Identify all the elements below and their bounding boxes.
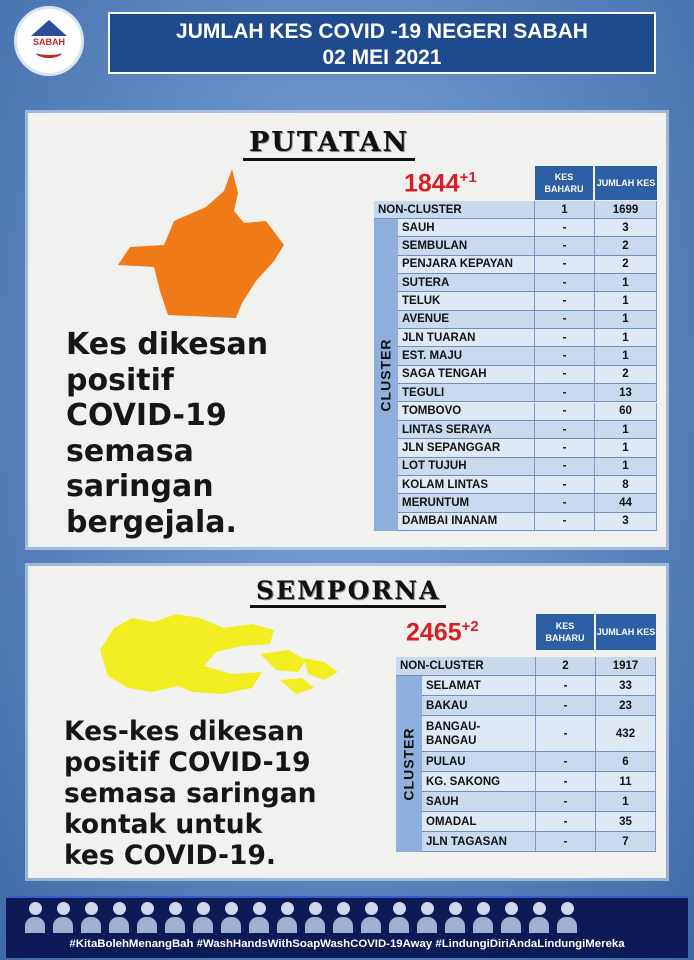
jumlah-value: 2 (595, 256, 657, 273)
cluster-name: AVENUE (398, 311, 535, 328)
cluster-name: MERUNTUM (398, 494, 535, 511)
table-row (398, 513, 657, 531)
description-line: saringan (66, 469, 214, 504)
person-icon (556, 902, 578, 934)
cluster-name: DAMBAI INANAM (398, 513, 535, 530)
table-row (398, 494, 657, 512)
description-line: bergejala. (66, 504, 237, 540)
cluster-name: TOMBOVO (398, 403, 535, 420)
description-line: kes COVID-19. (64, 840, 276, 871)
person-icon (192, 902, 214, 934)
semporna-map (92, 610, 342, 700)
kes-baharu-value: 1 (535, 201, 595, 218)
cluster-name: SUTERA (398, 274, 535, 291)
title-line-1: JUMLAH KES COVID -19 NEGERI SABAH (176, 20, 588, 43)
new-cases: +2 (461, 618, 479, 635)
jumlah-value: 3 (595, 219, 657, 236)
district-title: PUTATAN (243, 127, 415, 161)
jumlah-value: 2 (595, 366, 657, 383)
kes-baharu-value: - (535, 384, 595, 401)
jumlah-value: 6 (596, 752, 656, 771)
person-icon (220, 902, 242, 934)
kes-baharu-value: - (536, 696, 596, 715)
kes-baharu-value: - (535, 237, 595, 254)
cluster-name: KOLAM LINTAS (398, 476, 535, 493)
semporna-panel (28, 566, 666, 878)
jumlah-value: 1699 (595, 201, 657, 218)
kes-baharu-value: - (535, 421, 595, 438)
jumlah-value: 33 (596, 676, 656, 695)
table-row (398, 439, 657, 457)
kes-baharu-value: - (535, 439, 595, 456)
jumlah-value: 432 (596, 716, 656, 751)
cluster-label (396, 676, 422, 852)
jumlah-value: 1 (595, 458, 657, 475)
kes-baharu-value: - (535, 347, 595, 364)
jumlah-value: 8 (595, 476, 657, 493)
cluster-name: JLN SEPANGGAR (398, 439, 535, 456)
people-illustration (24, 902, 578, 934)
swoosh-icon (36, 47, 62, 58)
jumlah-value: 13 (595, 384, 657, 401)
kes-baharu-value: - (535, 311, 595, 328)
jumlah-value: 1 (595, 292, 657, 309)
person-icon (332, 902, 354, 934)
table-row (398, 329, 657, 347)
cluster-name: BAKAU (422, 696, 536, 715)
district-title: SEMPORNA (250, 576, 446, 608)
jumlah-value: 11 (596, 772, 656, 791)
cluster-label-text: CLUSTER (378, 338, 394, 412)
description-line: semasa (66, 433, 194, 469)
total-value: 2465 (406, 618, 462, 647)
kes-baharu-value: - (536, 792, 596, 811)
logo-text: SABAH (32, 37, 65, 47)
header-jumlah-kes: JUMLAH KES (596, 614, 656, 650)
table-row (422, 752, 656, 772)
jumlah-value: 7 (596, 832, 656, 851)
cluster-label-text: CLUSTER (401, 727, 417, 801)
table-row (398, 256, 657, 274)
footer-banner (6, 896, 688, 958)
table-row (398, 384, 657, 402)
title-line-2: 02 MEI 2021 (322, 46, 442, 69)
description-line: kontak untuk (64, 809, 263, 840)
cluster-name: SELAMAT (422, 676, 536, 695)
cluster-name: NON-CLUSTER (396, 657, 536, 675)
cluster-name: SAUH (398, 219, 535, 236)
person-icon (276, 902, 298, 934)
kes-baharu-value: - (535, 329, 595, 346)
header-kes-baharu: KES BAHARU (535, 166, 593, 200)
person-icon (136, 902, 158, 934)
cluster-name: NON-CLUSTER (374, 201, 535, 218)
new-cases: +1 (459, 169, 477, 186)
person-icon (528, 902, 550, 934)
mountain-icon (31, 20, 67, 36)
person-icon (388, 902, 410, 934)
jumlah-value: 35 (596, 812, 656, 831)
jumlah-value: 1 (595, 329, 657, 346)
person-icon (80, 902, 102, 934)
cluster-name: EST. MAJU (398, 347, 535, 364)
total-cases (406, 618, 479, 647)
person-icon (360, 902, 382, 934)
cluster-name: OMADAL (422, 812, 536, 831)
kes-baharu-value: - (535, 476, 595, 493)
person-icon (164, 902, 186, 934)
putatan-panel (28, 113, 666, 547)
kes-baharu-value: - (536, 832, 596, 851)
jumlah-value: 1 (595, 311, 657, 328)
jumlah-value: 23 (596, 696, 656, 715)
cluster-name: SAGA TENGAH (398, 366, 535, 383)
kes-baharu-value: - (536, 812, 596, 831)
page-title (108, 12, 656, 74)
jumlah-value: 2 (595, 237, 657, 254)
table-row (422, 832, 656, 852)
table-row (398, 219, 657, 237)
cluster-name: SAUH (422, 792, 536, 811)
table-row (398, 292, 657, 310)
cluster-label (374, 219, 398, 531)
non-cluster-row (374, 201, 657, 219)
table-row (398, 311, 657, 329)
kes-baharu-value: 2 (536, 657, 596, 675)
jumlah-value: 60 (595, 403, 657, 420)
description-line: Kes dikesan (66, 327, 269, 362)
kes-baharu-value: - (535, 219, 595, 236)
person-icon (52, 902, 74, 934)
table-row (398, 458, 657, 476)
kes-baharu-value: - (535, 256, 595, 273)
kes-baharu-value: - (536, 772, 596, 791)
table-row (398, 421, 657, 439)
kes-baharu-value: - (536, 676, 596, 695)
table-row (398, 347, 657, 365)
person-icon (248, 902, 270, 934)
kes-baharu-value: - (535, 274, 595, 291)
non-cluster-row (396, 657, 656, 676)
description-line: semasa saringan (64, 778, 317, 809)
description-line: positif (66, 362, 174, 398)
cluster-name: JLN TUARAN (398, 329, 535, 346)
semporna-description (64, 716, 317, 871)
cluster-name: SEMBULAN (398, 237, 535, 254)
person-icon (108, 902, 130, 934)
person-icon (472, 902, 494, 934)
jumlah-value: 1 (595, 274, 657, 291)
putatan-description (66, 327, 268, 540)
cluster-name: PULAU (422, 752, 536, 771)
person-icon (24, 902, 46, 934)
person-icon (444, 902, 466, 934)
jumlah-value: 44 (595, 494, 657, 511)
header-jumlah-kes: JUMLAH KES (595, 166, 657, 200)
kes-baharu-value: - (535, 513, 595, 530)
sabah-logo (14, 6, 84, 76)
kes-baharu-value: - (535, 494, 595, 511)
person-icon (304, 902, 326, 934)
putatan-map (116, 163, 286, 323)
table-row (422, 716, 656, 752)
table-row (398, 476, 657, 494)
description-line: positif COVID-19 (64, 747, 311, 778)
jumlah-value: 1 (595, 347, 657, 364)
hashtags: #KitaBolehMenangBah #WashHandsWithSoapWashCOVID-19Away #LindungiDiriAndaLindungiMereka (69, 938, 625, 950)
table-row (422, 792, 656, 812)
table-row (398, 366, 657, 384)
kes-baharu-value: - (535, 366, 595, 383)
kes-baharu-value: - (536, 716, 596, 751)
kes-baharu-value: - (535, 403, 595, 420)
table-row (422, 696, 656, 716)
kes-baharu-value: - (535, 292, 595, 309)
table-row (422, 772, 656, 792)
cluster-name: LOT TUJUH (398, 458, 535, 475)
table-row (398, 403, 657, 421)
cluster-name: TEGULI (398, 384, 535, 401)
total-value: 1844 (404, 169, 460, 198)
description-line: Kes-kes dikesan (64, 716, 305, 747)
table-row (398, 237, 657, 255)
cluster-name: KG. SAKONG (422, 772, 536, 791)
cluster-name: TELUK (398, 292, 535, 309)
jumlah-value: 1 (595, 421, 657, 438)
total-cases (404, 169, 477, 198)
kes-baharu-value: - (536, 752, 596, 771)
table-row (422, 812, 656, 832)
person-icon (500, 902, 522, 934)
cluster-name: JLN TAGASAN (422, 832, 536, 851)
jumlah-value: 1917 (596, 657, 656, 675)
jumlah-value: 3 (595, 513, 657, 530)
cluster-name: BANGAU- BANGAU (422, 716, 536, 751)
description-line: COVID-19 (66, 398, 227, 433)
cluster-name: LINTAS SERAYA (398, 421, 535, 438)
header-kes-baharu: KES BAHARU (536, 614, 594, 650)
cluster-name: PENJARA KEPAYAN (398, 256, 535, 273)
table-row (398, 274, 657, 292)
table-row (422, 676, 656, 696)
jumlah-value: 1 (595, 439, 657, 456)
jumlah-value: 1 (596, 792, 656, 811)
person-icon (416, 902, 438, 934)
kes-baharu-value: - (535, 458, 595, 475)
